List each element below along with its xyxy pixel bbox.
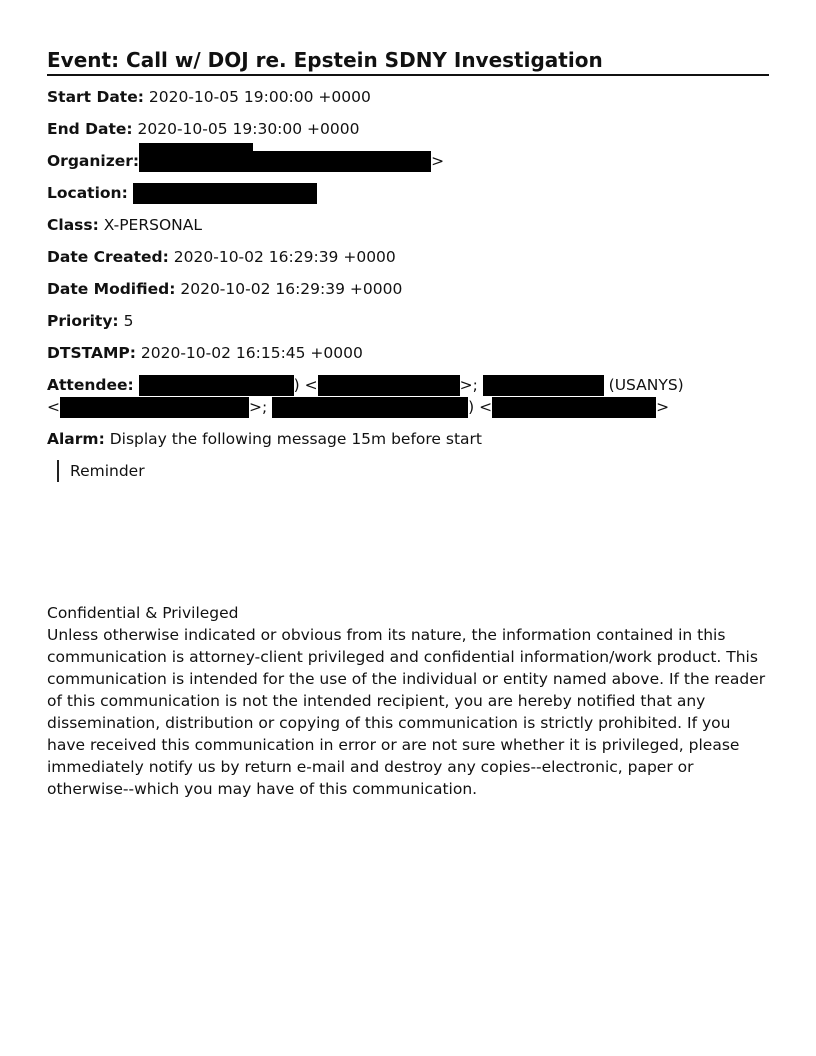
organizer-suffix: > <box>431 152 445 170</box>
event-label: Event: <box>47 48 120 72</box>
location-label: Location: <box>47 184 128 202</box>
attendee-field <box>47 374 684 396</box>
redaction-block <box>492 397 656 418</box>
calendar-event-document <box>47 46 769 798</box>
event-title <box>47 46 769 76</box>
alarm-value: Display the following message 15m before start <box>109 430 482 448</box>
alarm-label: Alarm: <box>47 430 105 448</box>
attendee-org: (USANYS) <box>603 376 684 394</box>
date-created-field <box>47 246 396 268</box>
attendee-field-line2 <box>47 396 669 418</box>
attendee-label: Attendee: <box>47 376 134 394</box>
class-label: Class: <box>47 216 99 234</box>
priority-value: 5 <box>123 312 134 330</box>
confidentiality-notice <box>47 602 772 800</box>
start-date-field <box>47 86 371 108</box>
end-date-value: 2020-10-05 19:30:00 +0000 <box>137 120 360 138</box>
date-created-value: 2020-10-02 16:29:39 +0000 <box>173 248 396 266</box>
confidentiality-heading: Confidential & Privileged <box>47 604 239 622</box>
attendee-sep: < <box>47 398 60 416</box>
redaction-block <box>60 397 249 418</box>
start-date-value: 2020-10-05 19:00:00 +0000 <box>148 88 371 106</box>
date-modified-field <box>47 278 402 300</box>
confidentiality-body: Unless otherwise indicated or obvious from its nature, the information contained in this communication is attorney-client privileged and confidential information/work product. This communication is intended for the use of the individual or entity named above. If the reader of this communication is not the intended recipient, you are hereby notified that any dissemination, distribution or copying of this communication is strictly prohibited. If you have received this communication in error or are not sure whether it is privileged, please immediately notify us by return e-mail and destroy any copies--electronic, paper or otherwise--which you may have of this communication. <box>47 626 766 798</box>
date-modified-value: 2020-10-02 16:29:39 +0000 <box>180 280 403 298</box>
date-modified-label: Date Modified: <box>47 280 176 298</box>
redaction-block <box>272 397 468 418</box>
redaction-block <box>133 183 317 204</box>
event-title-text: Call w/ DOJ re. Epstein SDNY Investigation <box>126 48 603 72</box>
priority-field <box>47 310 133 332</box>
dtstamp-label: DTSTAMP: <box>47 344 136 362</box>
end-date-label: End Date: <box>47 120 133 138</box>
redaction-block <box>318 375 460 396</box>
redaction-block <box>253 151 431 172</box>
redaction-block <box>483 375 604 396</box>
priority-label: Priority: <box>47 312 119 330</box>
location-field <box>47 182 317 204</box>
attendee-sep: >; <box>459 376 483 394</box>
organizer-field <box>47 150 444 172</box>
redaction-block <box>139 375 294 396</box>
organizer-label: Organizer: <box>47 152 140 170</box>
reminder-quote: Reminder <box>57 460 145 482</box>
redaction-block <box>139 143 253 172</box>
attendee-sep: ) < <box>468 398 493 416</box>
date-created-label: Date Created: <box>47 248 169 266</box>
class-field <box>47 214 202 236</box>
attendee-sep: >; <box>249 398 273 416</box>
alarm-field <box>47 428 482 450</box>
attendee-sep: ) < <box>293 376 318 394</box>
start-date-label: Start Date: <box>47 88 144 106</box>
attendee-sep: > <box>656 398 670 416</box>
class-value: X-PERSONAL <box>103 216 202 234</box>
dtstamp-value: 2020-10-02 16:15:45 +0000 <box>140 344 363 362</box>
end-date-field <box>47 118 359 140</box>
dtstamp-field <box>47 342 363 364</box>
